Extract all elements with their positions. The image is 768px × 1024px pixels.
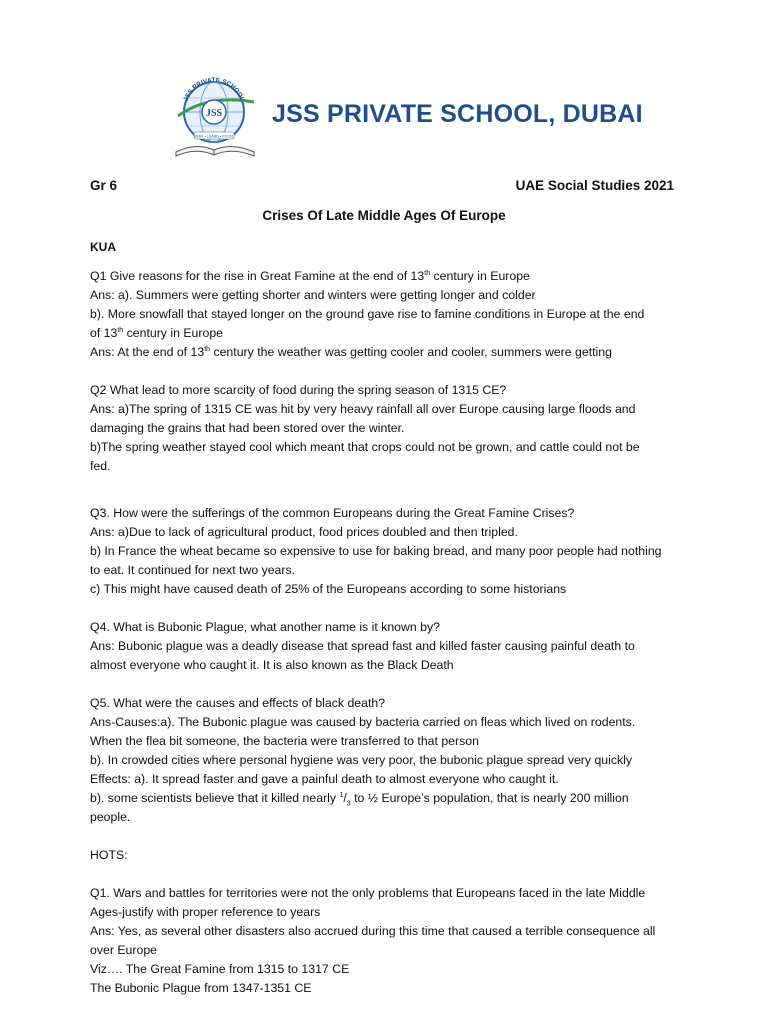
q5-answer-line: b). some scientists believe that it killed nearly $^1/_3$ to ½ Europe’s population, that is nearly 200 million: [90, 791, 629, 808]
q2-answer-line: b)The spring weather stayed cool which meant that crops could not be grown, and cattle could not be: [90, 440, 640, 454]
q2-answer-line: damaging the grains that had been stored over the winter.: [90, 421, 405, 435]
q5-question: Q5. What were the causes and effects of black death?: [90, 696, 386, 710]
q1-question: Q1 Give reasons for the rise in Great Famine at the end of 13th century in Europe: [90, 269, 530, 283]
hots-q1-answer-line: The Bubonic Plague from 1347-1351 CE: [90, 981, 312, 995]
q4-question: Q4. What is Bubonic Plague, what another name is it known by?: [90, 620, 440, 634]
q1-answer-line: Ans: a). Summers were getting shorter and winters were getting longer and colder: [90, 288, 536, 302]
q3-answer-line: b) In France the wheat became so expensive to use for baking bread, and many poor people had nothing: [90, 544, 662, 558]
q4-answer-line: almost everyone who caught it. It is also known as the Black Death: [90, 658, 454, 672]
section-kua-heading: KUA: [90, 240, 116, 254]
q5-answer-line: Effects: a). It spread faster and gave a painful death to almost everyone who caught it.: [90, 772, 559, 786]
q5-answer-line: When the flea bit someone, the bacteria were transferred to that person: [90, 734, 479, 748]
section-hots-heading: HOTS:: [90, 848, 128, 862]
q5-answer-line: b). In crowded cities where personal hygiene was very poor, the bubonic plague spread very quickly: [90, 753, 633, 767]
q3-answer-line: to eat. It continued for next two years.: [90, 563, 296, 577]
logo-motto: SEEK • LEARN • EXCEL: [194, 134, 234, 139]
q1-answer-line: of 13th century in Europe: [90, 326, 224, 340]
q2-answer-line: fed.: [90, 459, 111, 473]
hots-q1-question: Q1. Wars and battles for territories were not the only problems that Europeans faced in the late Middle: [90, 886, 646, 900]
school-name: JSS PRIVATE SCHOOL, DUBAI: [272, 100, 643, 128]
document-title: Crises Of Late Middle Ages Of Europe: [262, 208, 506, 223]
q3-answer-line: c) This might have caused death of 25% of the Europeans according to some historians: [90, 582, 567, 596]
hots-q1-question: Ages-justify with proper reference to years: [90, 905, 321, 919]
globe-book-icon: [168, 72, 264, 164]
q5-answer-line: Ans-Causes:a). The Bubonic plague was caused by bacteria carried on fleas which lived on rodents.: [90, 715, 636, 729]
hots-q1-answer-line: Viz…. The Great Famine from 1315 to 1317 CE: [90, 962, 350, 976]
document-body: [90, 267, 690, 998]
subject-label: UAE Social Studies 2021: [515, 178, 674, 193]
q1-answer-line: b). More snowfall that stayed longer on the ground gave rise to famine conditions in Europe at the end: [90, 307, 645, 321]
q1-answer-line: Ans: At the end of 13th century the weather was getting cooler and cooler, summers were getting: [90, 345, 612, 359]
q2-question: Q2 What lead to more scarcity of food during the spring season of 1315 CE?: [90, 383, 507, 397]
logo-arc-text: JSS PRIVATE SCHOOL: [182, 76, 246, 103]
school-logo: [168, 72, 264, 164]
q4-answer-line: Ans: Bubonic plague was a deadly disease that spread fast and killed faster causing painful death to: [90, 639, 635, 653]
q2-answer-line: Ans: a)The spring of 1315 CE was hit by very heavy rainfall all over Europe causing large floods and: [90, 402, 636, 416]
hots-q1-answer-line: Ans: Yes, as several other disasters also accrued during this time that caused a terrible consequence all: [90, 924, 656, 938]
q3-question: Q3. How were the sufferings of the common Europeans during the Great Famine Crises?: [90, 506, 575, 520]
q3-answer-line: Ans: a)Due to lack of agricultural product, food prices doubled and then tripled.: [90, 525, 518, 539]
grade-label: Gr 6: [90, 178, 118, 193]
q5-answer-line: people.: [90, 810, 131, 824]
logo-initials: JSS: [205, 108, 223, 119]
hots-q1-answer-line: over Europe: [90, 943, 157, 957]
